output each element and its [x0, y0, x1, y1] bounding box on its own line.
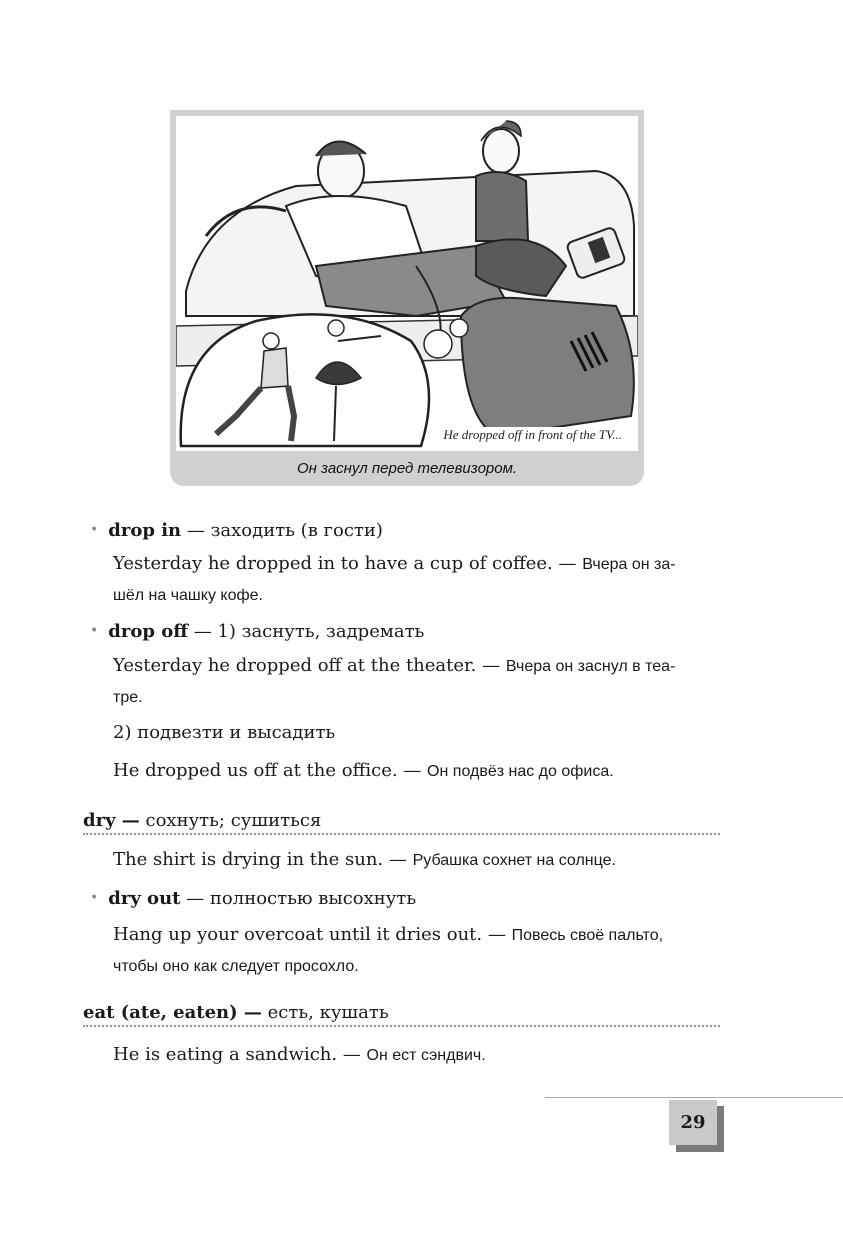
example-dry-out — [113, 920, 723, 982]
headword-dry — [83, 810, 720, 835]
example-english: Yesterday he dropped in to have a cup of coffee. — — [113, 553, 583, 574]
illustration-handwritten-caption: He dropped off in front of the TV... — [443, 427, 622, 442]
example-russian-continued: чтобы оно как следует просохло. — [113, 958, 359, 975]
illustration — [176, 116, 638, 451]
figure-caption: Он заснул перед телевизором. — [296, 460, 518, 477]
example-drop-in — [113, 549, 723, 611]
example-russian-continued: шёл на чашку кофе. — [113, 587, 263, 604]
footer-divider — [545, 1097, 843, 1098]
example-english: The shirt is drying in the sun. — — [113, 849, 413, 870]
example-russian: Он подвёз нас до офиса. — [427, 763, 614, 780]
example-drop-off — [113, 651, 723, 713]
example-russian: Вчера он за- — [582, 556, 676, 573]
phrase-drop-off-sense-2: 2) подвезти и высадить — [113, 722, 336, 743]
example-english: Hang up your overcoat until it dries out. — — [113, 924, 512, 945]
illustration-frame — [170, 110, 644, 486]
phrase-dry-out: • dry out — полностью высохнуть — [90, 888, 417, 909]
headword-eat — [83, 1002, 720, 1027]
example-russian: Повесь своё пальто, — [511, 927, 664, 944]
phrase-meaning: заходить (в гости) — [210, 520, 383, 541]
bullet-icon: • — [90, 522, 99, 538]
example-dry — [113, 845, 723, 876]
example-russian-continued: тре. — [113, 689, 143, 706]
example-russian: Он ест сэндвич. — [366, 1047, 486, 1064]
example-english: He is eating a sandwich. — — [113, 1044, 367, 1065]
headword-term: dry — — [83, 810, 140, 831]
bullet-icon: • — [90, 890, 99, 906]
headword-term: eat (ate, eaten) — — [83, 1002, 262, 1023]
headword-meaning: есть, кушать — [261, 1002, 389, 1023]
page-number: 29 — [669, 1100, 717, 1145]
example-russian: Вчера он заснул в теа- — [505, 658, 676, 675]
example-drop-off-sense-2 — [113, 756, 723, 787]
bullet-icon: • — [90, 623, 99, 639]
headword-meaning: сохнуть; сушиться — [139, 810, 322, 831]
example-english: He dropped us off at the office. — — [113, 760, 428, 781]
phrase-meaning: полностью высохнуть — [209, 888, 417, 909]
example-eat — [113, 1040, 723, 1071]
phrase-drop-off: • drop off — 1) заснуть, задремать — [90, 621, 425, 642]
phrase-term: drop off — [108, 621, 188, 642]
phrase-term: drop in — [108, 520, 182, 541]
example-russian: Рубашка сохнет на солнце. — [412, 852, 616, 869]
phrase-term: dry out — [108, 888, 181, 909]
phrase-drop-in: • drop in — заходить (в гости) — [90, 520, 383, 541]
example-english: Yesterday he dropped off at the theater. — — [113, 655, 506, 676]
phrase-meaning: 1) заснуть, задремать — [217, 621, 425, 642]
couple-on-sofa-drawing — [176, 116, 638, 451]
